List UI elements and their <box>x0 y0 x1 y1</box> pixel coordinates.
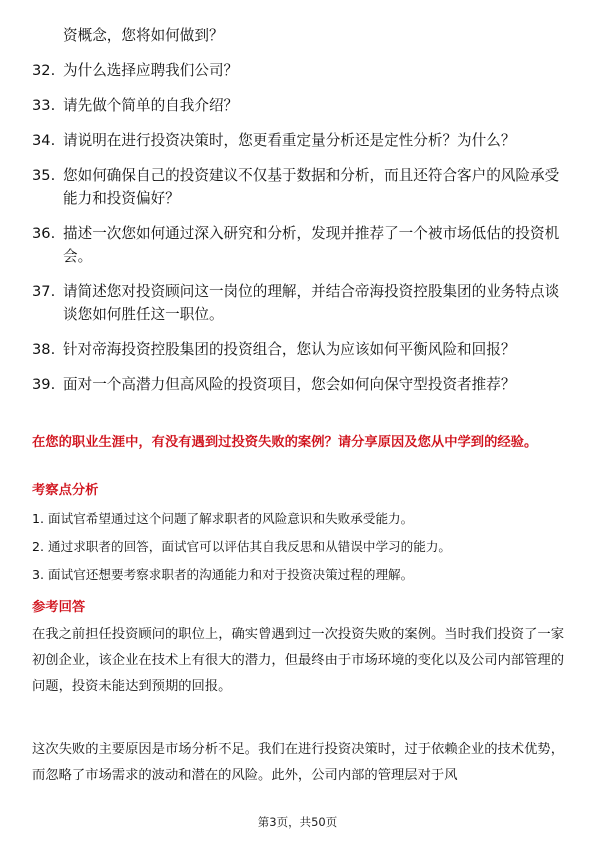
list-item <box>32 338 567 361</box>
list-item <box>32 373 567 396</box>
question-text: 请先做个简单的自我介绍？ <box>63 97 239 114</box>
question-text: 为什么选择应聘我们公司？ <box>63 62 239 79</box>
analysis-heading: 考察点分析 <box>32 483 99 498</box>
question-text: 请简述您对投资顾问这一岗位的理解，并结合帝海投资控股集团的业务特点谈谈您如何胜任这一职位。 <box>63 283 560 323</box>
page-number: 第3页，共50页 <box>257 815 338 829</box>
question-text: 您如何确保自己的投资建议不仅基于数据和分析，而且还符合客户的风险承受能力和投资偏好？ <box>63 167 560 207</box>
analysis-point: 2. 通过求职者的回答，面试官可以评估其自我反思和从错误中学习的能力。 <box>32 539 452 554</box>
question-text: 描述一次您如何通过深入研究和分析，发现并推荐了一个被市场低估的投资机会。 <box>63 225 560 265</box>
question-number: 33. <box>32 97 56 114</box>
question-number: 38. <box>32 341 56 358</box>
question-number: 39. <box>32 376 56 393</box>
question-number: 36. <box>32 225 56 242</box>
list-item <box>32 129 567 152</box>
question-number: 34. <box>32 132 56 149</box>
question-number: 32. <box>32 62 56 79</box>
list-item <box>32 222 567 268</box>
question-list <box>32 24 567 408</box>
list-item <box>32 164 567 210</box>
question-number: 35. <box>32 167 56 184</box>
answer-paragraph: 这次失败的主要原因是市场分析不足。我们在进行投资决策时，过于依赖企业的技术优势，而忽略了市场需求的波动和潜在的风险。此外，公司内部的管理层对于风 <box>32 742 564 783</box>
question-number: 37. <box>32 283 56 300</box>
question-text: 面对一个高潜力但高风险的投资项目，您会如何向保守型投资者推荐？ <box>63 376 516 393</box>
question-text: 请说明在进行投资决策时，您更看重定量分析还是定性分析？为什么？ <box>63 132 516 149</box>
featured-question: 在您的职业生涯中，有没有遇到过投资失败的案例？请分享原因及您从中学到的经验。 <box>32 435 538 450</box>
question-continuation: 资概念，您将如何做到？ <box>63 27 224 44</box>
list-item <box>32 94 567 117</box>
answer-paragraph: 在我之前担任投资顾问的职位上，确实曾遇到过一次投资失败的案例。当时我们投资了一家初创企业，该企业在技术上有很大的潜力，但最终由于市场环境的变化以及公司内部管理的问题，投资未能达到预期的回报。 <box>32 627 564 694</box>
analysis-point: 3. 面试官还想要考察求职者的沟通能力和对于投资决策过程的理解。 <box>32 567 414 582</box>
answer-heading: 参考回答 <box>32 600 86 615</box>
list-item <box>32 280 567 326</box>
question-text: 针对帝海投资控股集团的投资组合，您认为应该如何平衡风险和回报？ <box>63 341 516 358</box>
analysis-point: 1. 面试官希望通过这个问题了解求职者的风险意识和失败承受能力。 <box>32 511 414 526</box>
list-item <box>32 59 567 82</box>
